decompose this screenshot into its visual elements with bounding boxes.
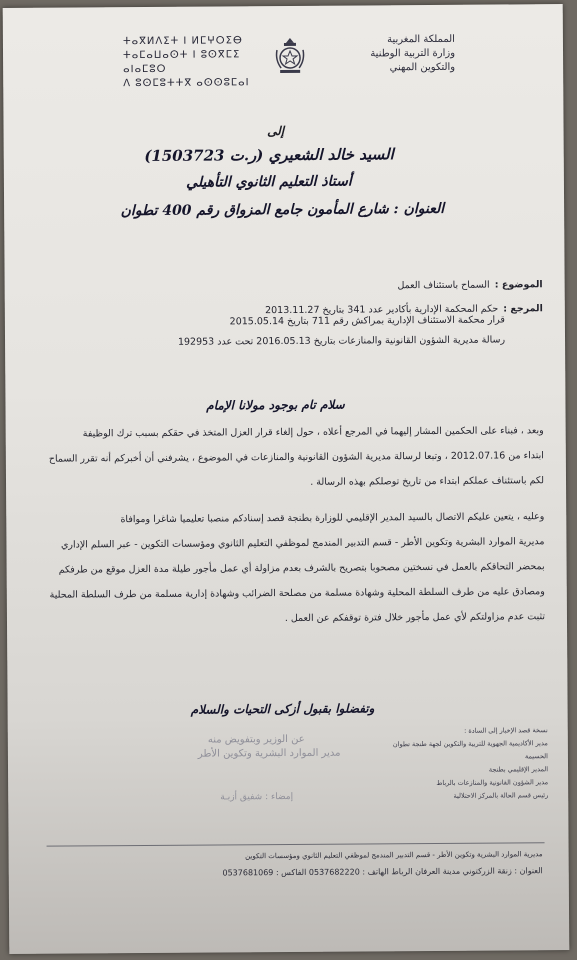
header-amazigh [123, 34, 263, 91]
header-arabic-line: وزارة التربية الوطنية [370, 47, 456, 60]
signature-line-1: عن الوزير وبتفويض منه [207, 733, 305, 746]
body-line: لكم باستئناف عملكم ابتداء من تاريخ توصلكم بهذه الرسالة . [310, 475, 545, 488]
distribution-item: المدير الإقليمي بطنجة [488, 765, 549, 774]
reference-item: حكم المحكمة الإدارية بأكادير عدد 341 بتاريخ 2013.11.27 [265, 303, 499, 317]
distribution-item: رئيس قسم الحالة بالمركز الاحتلالية [453, 791, 549, 800]
body-line: بمحضر التحاقكم بالعمل في نسختين مصحوبا بتصريح بالشرف بعدم مزاولة أي عمل مأجور طيلة مدة العزل موقع من طرفكم [58, 561, 545, 576]
subject-label: الموضوع : [494, 279, 543, 291]
header-arabic-line: والتكوين المهني [389, 61, 456, 74]
header-amazigh-line: ⵜⴰⴳⵍⴷⵉⵜ ⵏ ⵍⵎⵖⵔⵉⴱ [122, 35, 243, 48]
letter-page [3, 4, 570, 954]
reference-label: المرجع : [503, 303, 543, 315]
footer-department: مديرية الموارد البشرية وتكوين الأطر - قسم التدبير المندمج لموظفي التعليم الثانوي ومؤسسات التكوين [245, 850, 543, 861]
header-arabic-line: المملكة المغربية [387, 33, 455, 46]
distribution-item: نسخة قصد الإخبار إلى السادة : [464, 726, 548, 735]
distribution-item: مدير الأكاديمية الجهوية للتربية والتكوين لجهة طنجة تطوان الحسيمة [392, 739, 548, 761]
body-paragraph-2 [24, 504, 545, 633]
subject-text: السماح باستئناف العمل [397, 279, 490, 292]
distribution-list [378, 724, 549, 803]
footer-contact: العنوان : زنقة الزركتوني مدينة العرفان الرباط الهاتف : 0537682220 الفاكس : 0537681069 [222, 866, 543, 878]
body-line: وبعد ، فبناء على الحكمين المشار إليهما في المرجع أعلاه ، حول إلغاء قرار العزل المتخذ في حقكم بسبب ترك الوظيفة [82, 425, 544, 440]
header-amazigh-line: ⴷ ⵓⵙⵎⵓⵜⵜⴳ ⴰⵙⵙⵓⵎⴰⵏ [123, 77, 250, 90]
reference-item: قرار محكمة الاستئناف الإدارية بمراكش رقم 711 بتاريخ 2015.05.14 [229, 314, 505, 328]
closing-salutation: وتفضلوا بقبول أزكى التحيات والسلام [190, 701, 375, 717]
body-line: تثبت عدم مزاولتكم لأي عمل مأجور خلال فترة توقفكم عن العمل . [284, 611, 546, 625]
reference-item: رسالة مديرية الشؤون القانونية والمنازعات بتاريخ 2016.05.13 تحت عدد 192953 [177, 334, 506, 348]
body-line: مديرية الموارد البشرية وتكوين الأطر - قسم التدبير المندمج لموظفي التعليم الثانوي ومؤسسات التكوين - عبر السلم الإداري [60, 536, 545, 551]
body-line: ابتداء من 2012.07.16 ، وتبعا لرسالة مديرية الشؤون القانونية والمنازعات في الموضوع ، يشرفني أن أخبركم أنه تقرر السماح [48, 450, 544, 465]
recipient-name: السيد خالد الشعيري (ر.ت 1503723) [144, 145, 394, 165]
body-line: وعليه ، يتعين عليكم الاتصال بالسيد المدير الإقليمي للوزارة بطنجة قصد إسنادكم منصبا تعليميا شاغرا وموافاة [120, 511, 545, 526]
distribution-item: مدير الشؤون القانونية والمنازعات بالرباط [436, 778, 549, 787]
body-line: ومصادق عليه من طرف السلطة المحلية وشهادة مسلمة من مصلحة الضرائب وشهادة إدارية مسلمة من طرف السلطة المحلية [49, 586, 545, 601]
body-paragraph-1 [24, 418, 545, 497]
greeting: سلام تام بوجود مولانا الإمام [206, 397, 345, 413]
recipient-title: أستاذ التعليم الثانوي التأهيلي [186, 173, 352, 191]
to-label: إلى [267, 124, 285, 139]
header-arabic [315, 33, 455, 76]
recipient-address: العنوان : شارع المأمون جامع المزواق رقم 400 تطوان [120, 200, 445, 220]
subject-line [397, 272, 542, 292]
signature-line-2: مدير الموارد البشرية وتكوين الأطر [197, 747, 341, 760]
header-amazigh-line: ⵜⴰⵎⴰⵡⴰⵙⵜ ⵏ ⵓⵙⴳⵎⵉ ⴰⵏⴰⵎⵓⵔ [123, 49, 241, 76]
signature-line-3: إمضاء : شفيق أزبـة [220, 791, 294, 803]
footer-divider [47, 842, 545, 846]
royal-emblem-icon [273, 36, 307, 76]
